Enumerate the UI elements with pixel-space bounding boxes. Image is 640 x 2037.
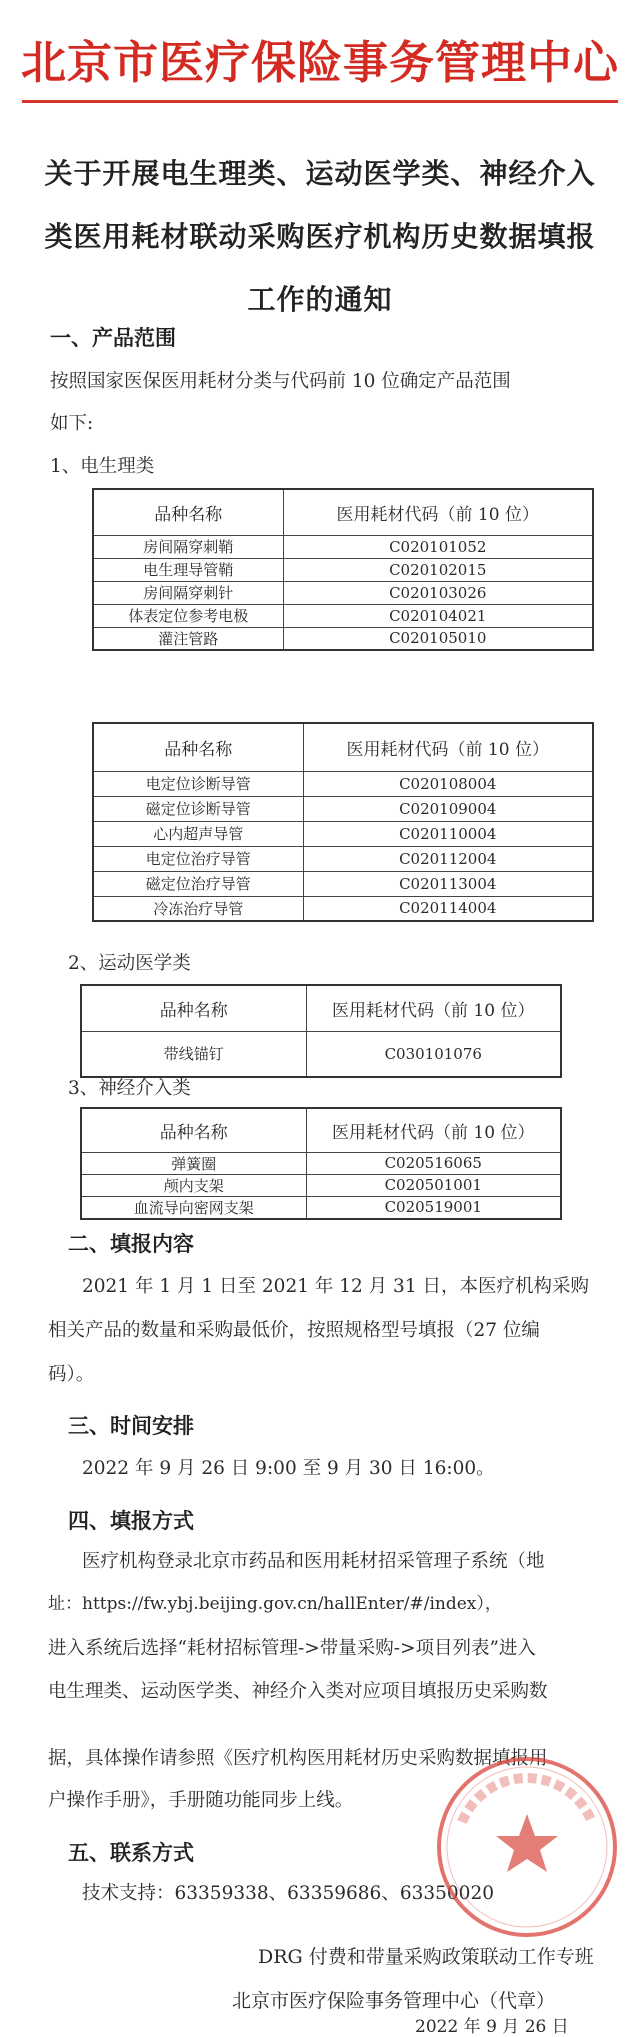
signature-org: 北京市医疗保险事务管理中心（代章） [232,1990,556,2012]
subsection-electrophysiology: 1、电生理类 [50,456,155,477]
table-row: 磁定位诊断导管 C020109004 [93,796,593,821]
table-row: 血流导向密网支架 C020519001 [81,1196,561,1219]
table-electrophysiology-2 [92,722,594,922]
table-neuro-intervention [80,1107,562,1220]
notice-title-line1: 关于开展电生理类、运动医学类、神经介入 [44,157,596,190]
section4-line1: 医疗机构登录北京市药品和医用耗材招采管理子系统（地 [82,1551,545,1572]
section4-line3: 进入系统后选择“耗材招标管理->带量采购->项目列表”进入 [48,1638,536,1659]
section3-heading: 三、时间安排 [68,1414,194,1438]
section5-heading: 五、联系方式 [68,1841,194,1865]
subsection-neuro-intervention: 3、神经介入类 [68,1078,191,1099]
section1-heading: 一、产品范围 [50,326,176,350]
table-header-code: 医用耗材代码（前 10 位） [303,723,593,771]
section2-line2: 相关产品的数量和采购最低价，按照规格型号填报（27 位编 [48,1320,540,1341]
table-row: 弹簧圈 C020516065 [81,1152,561,1174]
section2-line1: 2021 年 1 月 1 日至 2021 年 12 月 31 日，本医疗机构采购 [82,1276,589,1297]
table-row: 房间隔穿刺鞘 C020101052 [93,535,593,558]
table-row: 灌注管路 C020105010 [93,627,593,650]
table-row: 带线锚钉 C030101076 [81,1031,561,1077]
table-header-name: 品种名称 [93,489,283,535]
section1-intro-line1: 按照国家医保医用耗材分类与代码前 10 位确定产品范围 [50,371,511,392]
table-header-name: 品种名称 [81,1108,306,1152]
masthead-title: 北京市医疗保险事务管理中心 [20,36,619,89]
table-header-name: 品种名称 [93,723,303,771]
table-electrophysiology-1 [92,488,594,651]
table-row: 电定位诊断导管 C020108004 [93,771,593,796]
table-row: 冷冻治疗导管 C020114004 [93,896,593,921]
notice-title-line3: 工作的通知 [247,283,393,316]
signature-date: 2022 年 9 月 26 日 [415,2017,569,2037]
table-row: 颅内支架 C020501001 [81,1174,561,1196]
subsection-sports-medicine: 2、运动医学类 [68,953,191,974]
table-header-code: 医用耗材代码（前 10 位） [306,985,561,1031]
table-row: 电定位治疗导管 C020112004 [93,846,593,871]
notice-title-line2: 类医用耗材联动采购医疗机构历史数据填报 [44,220,596,253]
section4-line6: 户操作手册》，手册随功能同步上线。 [48,1790,354,1811]
section4-line4: 电生理类、运动医学类、神经介入类对应项目填报历史采购数 [48,1681,548,1702]
masthead-divider [22,100,618,103]
table-row: 体表定位参考电极 C020104021 [93,604,593,627]
table-header-code: 医用耗材代码（前 10 位） [283,489,593,535]
table-header-name: 品种名称 [81,985,306,1031]
table-header-code: 医用耗材代码（前 10 位） [306,1108,561,1152]
official-seal-icon [432,1752,622,1942]
signature-dept: DRG 付费和带量采购政策联动工作专班 [258,1946,594,1968]
section1-intro-line2: 如下: [50,413,94,434]
section2-heading: 二、填报内容 [68,1232,194,1256]
table-row: 电生理导管鞘 C020102015 [93,558,593,581]
table-row: 磁定位治疗导管 C020113004 [93,871,593,896]
table-row: 心内超声导管 C020110004 [93,821,593,846]
table-row: 房间隔穿刺针 C020103026 [93,581,593,604]
section4-line2: 址：https://fw.ybj.beijing.gov.cn/hallEnter/#/index）， [48,1594,502,1614]
section2-line3: 码）。 [48,1364,95,1385]
section4-heading: 四、填报方式 [68,1509,194,1533]
section5-line1: 技术支持：63359338、63359686、63350020 [82,1883,494,1904]
table-sports-medicine [80,984,562,1078]
section4-line5: 据，具体操作请参照《医疗机构医用耗材历史采购数据填报用 [48,1748,548,1769]
section3-line1: 2022 年 9 月 26 日 9:00 至 9 月 30 日 16:00。 [82,1458,495,1479]
